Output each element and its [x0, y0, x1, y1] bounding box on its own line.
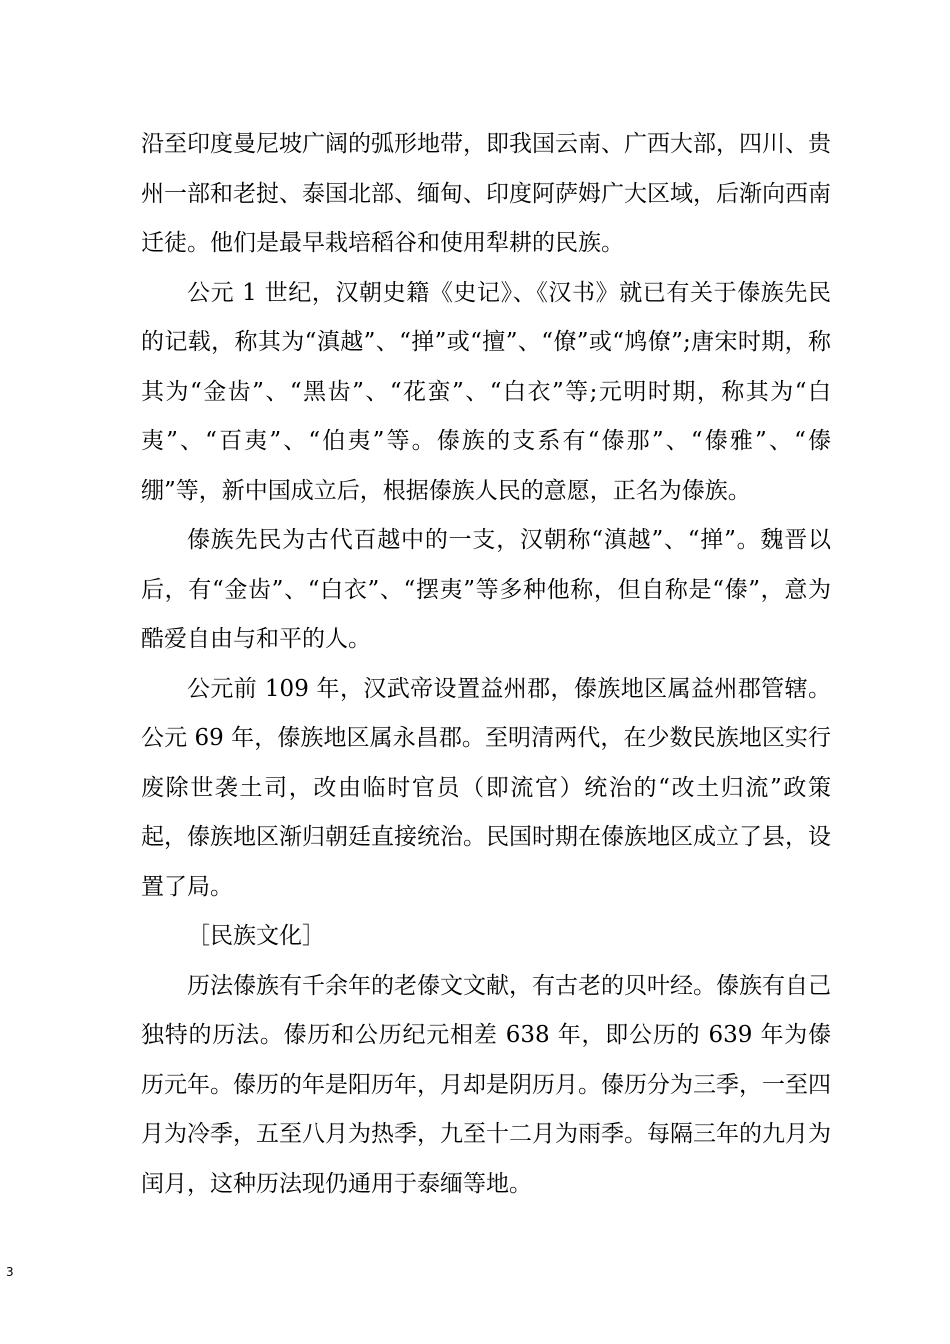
document-body [141, 120, 831, 1209]
paragraph-calendar: 历法傣族有千余年的老傣文文献，有古老的贝叶经。傣族有自己独特的历法。傣历和公历纪元相差 638 年，即公历的 639 年为傣历元年。傣历的年是阳历年，月却是阴历月。傣历分为三季，一至四月为冷季，五至八月为热季，九至十二月为雨季。每隔三年的九月为闰月，这种历法现仍通用于泰缅等地。 [141, 972, 831, 1197]
page-number: 3 [6, 1265, 14, 1279]
paragraph-continuation: 沿至印度曼尼坡广阔的弧形地带，即我国云南、广西大部，四川、贵州一部和老挝、泰国北部、缅甸、印度阿萨姆广大区域，后渐向西南迁徒。他们是最早栽培稻谷和使用犁耕的民族。 [141, 131, 831, 256]
paragraph-ancestors: 傣族先民为古代百越中的一支，汉朝称“滇越”、“掸”。魏晋以后，有“金齿”、“白衣”、“摆夷”等多种他称，但自称是“傣”，意为酷爱自由与和平的人。 [141, 527, 831, 652]
section-heading-culture: ［民族文化］ [187, 923, 325, 949]
paragraph-history-records: 公元 1 世纪，汉朝史籍《史记》、《汉书》就已有关于傣族先民的记载，称其为“滇越”、“掸”或“擅”、“僚”或“鸠僚”;唐宋时期，称其为“金齿”、“黑齿”、“花蛮”、“白衣”等;元明时期，称其为“白夷”、“百夷”、“伯夷”等。傣族的支系有“傣那”、“傣雅”、“傣绷”等，新中国成立后，根据傣族人民的意愿，正名为傣族。 [141, 279, 831, 504]
paragraph-administration: 公元前 109 年，汉武帝设置益州郡，傣族地区属益州郡管辖。公元 69 年，傣族地区属永昌郡。至明清两代，在少数民族地区实行废除世袭土司，改由临时官员（即流官）统治的“改土归流”政策起，傣族地区渐归朝廷直接统治。民国时期在傣族地区成立了县，设置了局。 [141, 675, 831, 900]
